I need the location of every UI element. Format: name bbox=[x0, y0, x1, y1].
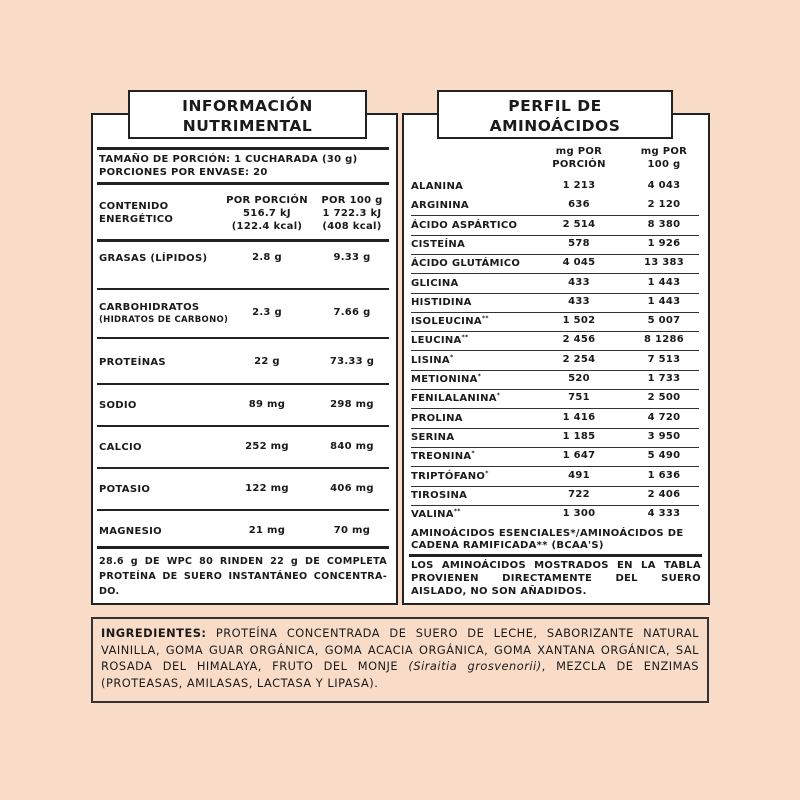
amino-portion: 751 bbox=[568, 392, 590, 404]
amino-per100: 5 490 bbox=[647, 450, 681, 462]
amino-portion: 2 514 bbox=[562, 218, 596, 230]
nutrient-label: PROTEÍNAS bbox=[99, 357, 166, 368]
amino-per100: 4 333 bbox=[647, 508, 681, 520]
nutrient-portion: 21 mg bbox=[248, 525, 286, 536]
amino-row bbox=[411, 410, 699, 429]
ingredients-label: INGREDIENTES: bbox=[101, 626, 207, 640]
amino-portion: 1 185 bbox=[562, 430, 596, 442]
amino-per100: 1 443 bbox=[647, 295, 681, 307]
amino-row bbox=[411, 429, 699, 448]
divider bbox=[409, 554, 702, 557]
nutrient-portion: 252 mg bbox=[245, 441, 289, 452]
amino-name: ÁCIDO ASPÁRTICO bbox=[411, 219, 518, 231]
amino-col-portion: mg POR PORCIÓN bbox=[552, 146, 606, 170]
amino-per100: 8 1286 bbox=[643, 334, 685, 346]
amino-portion: 1 502 bbox=[562, 315, 596, 327]
amino-row bbox=[411, 352, 699, 371]
serving-size: TAMAÑO DE PORCIÓN: 1 CUCHARADA (30 g) bbox=[99, 154, 358, 165]
amino-name: LEUCINA** bbox=[411, 334, 469, 347]
nutrient-per100: 7.66 g bbox=[333, 307, 371, 318]
amino-name: TREONINA* bbox=[411, 450, 475, 463]
nutrient-per100: 70 mg bbox=[333, 525, 371, 536]
divider bbox=[97, 546, 389, 549]
amino-per100: 8 380 bbox=[647, 218, 681, 230]
nutrient-label: MAGNESIO bbox=[99, 526, 162, 537]
row-divider bbox=[97, 383, 389, 385]
amino-row bbox=[411, 313, 699, 332]
amino-name: HISTIDINA bbox=[411, 296, 472, 308]
col-100g: POR 100 g 1 722.3 kJ (408 kcal) bbox=[321, 195, 383, 232]
amino-per100: 1 636 bbox=[647, 469, 681, 481]
amino-portion: 1 416 bbox=[562, 411, 596, 423]
amino-row bbox=[411, 275, 699, 294]
amino-portion: 491 bbox=[568, 469, 590, 481]
amino-per100: 4 720 bbox=[647, 411, 681, 423]
nutrient-per100: 298 mg bbox=[330, 399, 374, 410]
amino-name: SERINA bbox=[411, 431, 455, 443]
amino-portion: 636 bbox=[568, 199, 590, 211]
amino-portion: 1 213 bbox=[562, 180, 596, 191]
title-line: INFORMACIÓN bbox=[182, 97, 313, 115]
amino-per100: 4 043 bbox=[647, 180, 681, 191]
amino-row bbox=[411, 371, 699, 390]
nutrient-label: CARBOHIDRATOS (HIDRATOS DE CARBONO) bbox=[99, 302, 229, 325]
nutrient-portion: 2.3 g bbox=[252, 307, 282, 318]
amino-name: TIROSINA bbox=[411, 489, 468, 501]
divider bbox=[97, 147, 389, 150]
amino-legend: AMINOÁCIDOS ESENCIALES*/AMINOÁCIDOS DE CADENA RAMIFICADA** (BCAA'S) bbox=[411, 528, 684, 551]
nutrient-per100: 406 mg bbox=[330, 483, 374, 494]
row-divider bbox=[97, 337, 389, 339]
nutrient-portion: 89 mg bbox=[248, 399, 286, 410]
amino-row bbox=[411, 217, 699, 236]
row-divider bbox=[97, 467, 389, 469]
nutrient-per100: 73.33 g bbox=[329, 356, 375, 367]
energy-label: CONTENIDO ENERGÉTICO bbox=[99, 201, 174, 225]
amino-per100: 5 007 bbox=[647, 315, 681, 327]
amino-row bbox=[411, 332, 699, 351]
amino-per100: 13 383 bbox=[643, 257, 685, 269]
nutrient-label: POTASIO bbox=[99, 484, 151, 495]
amino-row bbox=[411, 468, 699, 487]
servings-per-container: PORCIONES POR ENVASE: 20 bbox=[99, 167, 268, 178]
amino-portion: 2 254 bbox=[562, 353, 596, 365]
amino-row bbox=[411, 390, 699, 409]
divider bbox=[97, 239, 389, 242]
nutrient-portion: 122 mg bbox=[245, 483, 289, 494]
row-divider bbox=[97, 425, 389, 427]
amino-name: ÁCIDO GLUTÁMICO bbox=[411, 258, 521, 270]
amino-per100: 2 500 bbox=[647, 392, 681, 404]
amino-portion: 722 bbox=[568, 488, 590, 500]
nutrient-per100: 840 mg bbox=[330, 441, 374, 452]
amino-name: FENILALANINA* bbox=[411, 392, 501, 405]
ingredients-text: , MEZCLA DE ENZIMAS (PROTEASAS, AMILASAS, LACTASA Y LIPASA). bbox=[101, 659, 699, 690]
amino-name: GLICINA bbox=[411, 277, 459, 289]
amino-portion: 1 300 bbox=[562, 508, 596, 520]
amino-per100: 7 513 bbox=[647, 353, 681, 365]
amino-portion: 1 647 bbox=[562, 450, 596, 462]
amino-portion: 578 bbox=[568, 237, 590, 249]
amino-per100: 2 120 bbox=[647, 199, 681, 211]
amino-note: LOS AMINOÁCIDOS MOSTRADOS EN LA TABLA PROVIENEN DIRECTAMENTE DEL SUERO AISLADO, NO SON AÑADIDOS. bbox=[411, 560, 701, 597]
amino-name: PROLINA bbox=[411, 412, 463, 424]
amino-portion: 2 456 bbox=[562, 334, 596, 346]
amino-row bbox=[411, 236, 699, 255]
nutrition-title bbox=[128, 90, 367, 139]
amino-name: VALINA** bbox=[411, 508, 461, 521]
row-divider bbox=[97, 509, 389, 511]
amino-per100: 1 733 bbox=[647, 373, 681, 384]
amino-row bbox=[411, 294, 699, 313]
amino-row bbox=[411, 178, 699, 197]
amino-name: CISTEÍNA bbox=[411, 238, 466, 250]
ingredients-box bbox=[91, 617, 709, 703]
ingredients-scientific-name: (Siraitia grosvenorii) bbox=[408, 659, 542, 674]
amino-name: ALANINA bbox=[411, 181, 464, 192]
amino-row bbox=[411, 448, 699, 467]
amino-per100: 2 406 bbox=[647, 488, 681, 500]
amino-row bbox=[411, 487, 699, 506]
amino-row bbox=[411, 197, 699, 216]
amino-portion: 433 bbox=[568, 295, 590, 307]
amino-row bbox=[411, 255, 699, 274]
footnote: 28.6 g DE WPC 80 RINDEN 22 g DE COMPLETA PROTEÍNA DE SUERO INSTANTÁNEO CONCENTRA-DO. bbox=[99, 556, 387, 597]
nutrient-label: GRASAS (LÍPIDOS) bbox=[99, 253, 208, 264]
ingredients-text: PROTEÍNA CONCENTRADA DE SUERO DE LECHE, SABORIZANTE NATURAL VAINILLA, GOMA GUAR ORGÁNICA, GOMA ACACIA ORGÁNICA, GOMA XANTANA ORGÁNICA, SAL ROSADA DEL HIMALAYA, FRUTO DEL MONJE bbox=[101, 626, 699, 674]
amino-name: LISINA* bbox=[411, 353, 454, 366]
nutrient-portion: 22 g bbox=[254, 356, 280, 367]
title-line: NUTRIMENTAL bbox=[182, 117, 313, 135]
amino-per100: 3 950 bbox=[647, 430, 681, 442]
amino-title: PERFIL DE AMINOÁCIDOS bbox=[437, 90, 673, 139]
amino-portion: 433 bbox=[568, 276, 590, 288]
nutrient-label: CALCIO bbox=[99, 442, 142, 453]
amino-row bbox=[411, 506, 699, 525]
amino-portion: 520 bbox=[568, 373, 590, 384]
amino-name: ISOLEUCINA** bbox=[411, 315, 489, 328]
nutrient-label: SODIO bbox=[99, 400, 137, 411]
nutrient-per100: 9.33 g bbox=[333, 252, 371, 263]
amino-name: ARGININA bbox=[411, 200, 469, 212]
row-divider bbox=[97, 288, 389, 290]
divider bbox=[97, 182, 389, 185]
amino-name: METIONINA* bbox=[411, 373, 482, 385]
amino-col-100g: mg POR 100 g bbox=[640, 146, 688, 170]
amino-portion: 4 045 bbox=[562, 257, 596, 269]
amino-per100: 1 443 bbox=[647, 276, 681, 288]
nutrient-portion: 2.8 g bbox=[252, 252, 282, 263]
amino-name: TRIPTÓFANO* bbox=[411, 469, 489, 482]
col-portion: POR PORCIÓN 516.7 kJ (122.4 kcal) bbox=[226, 195, 308, 232]
amino-per100: 1 926 bbox=[647, 237, 681, 249]
